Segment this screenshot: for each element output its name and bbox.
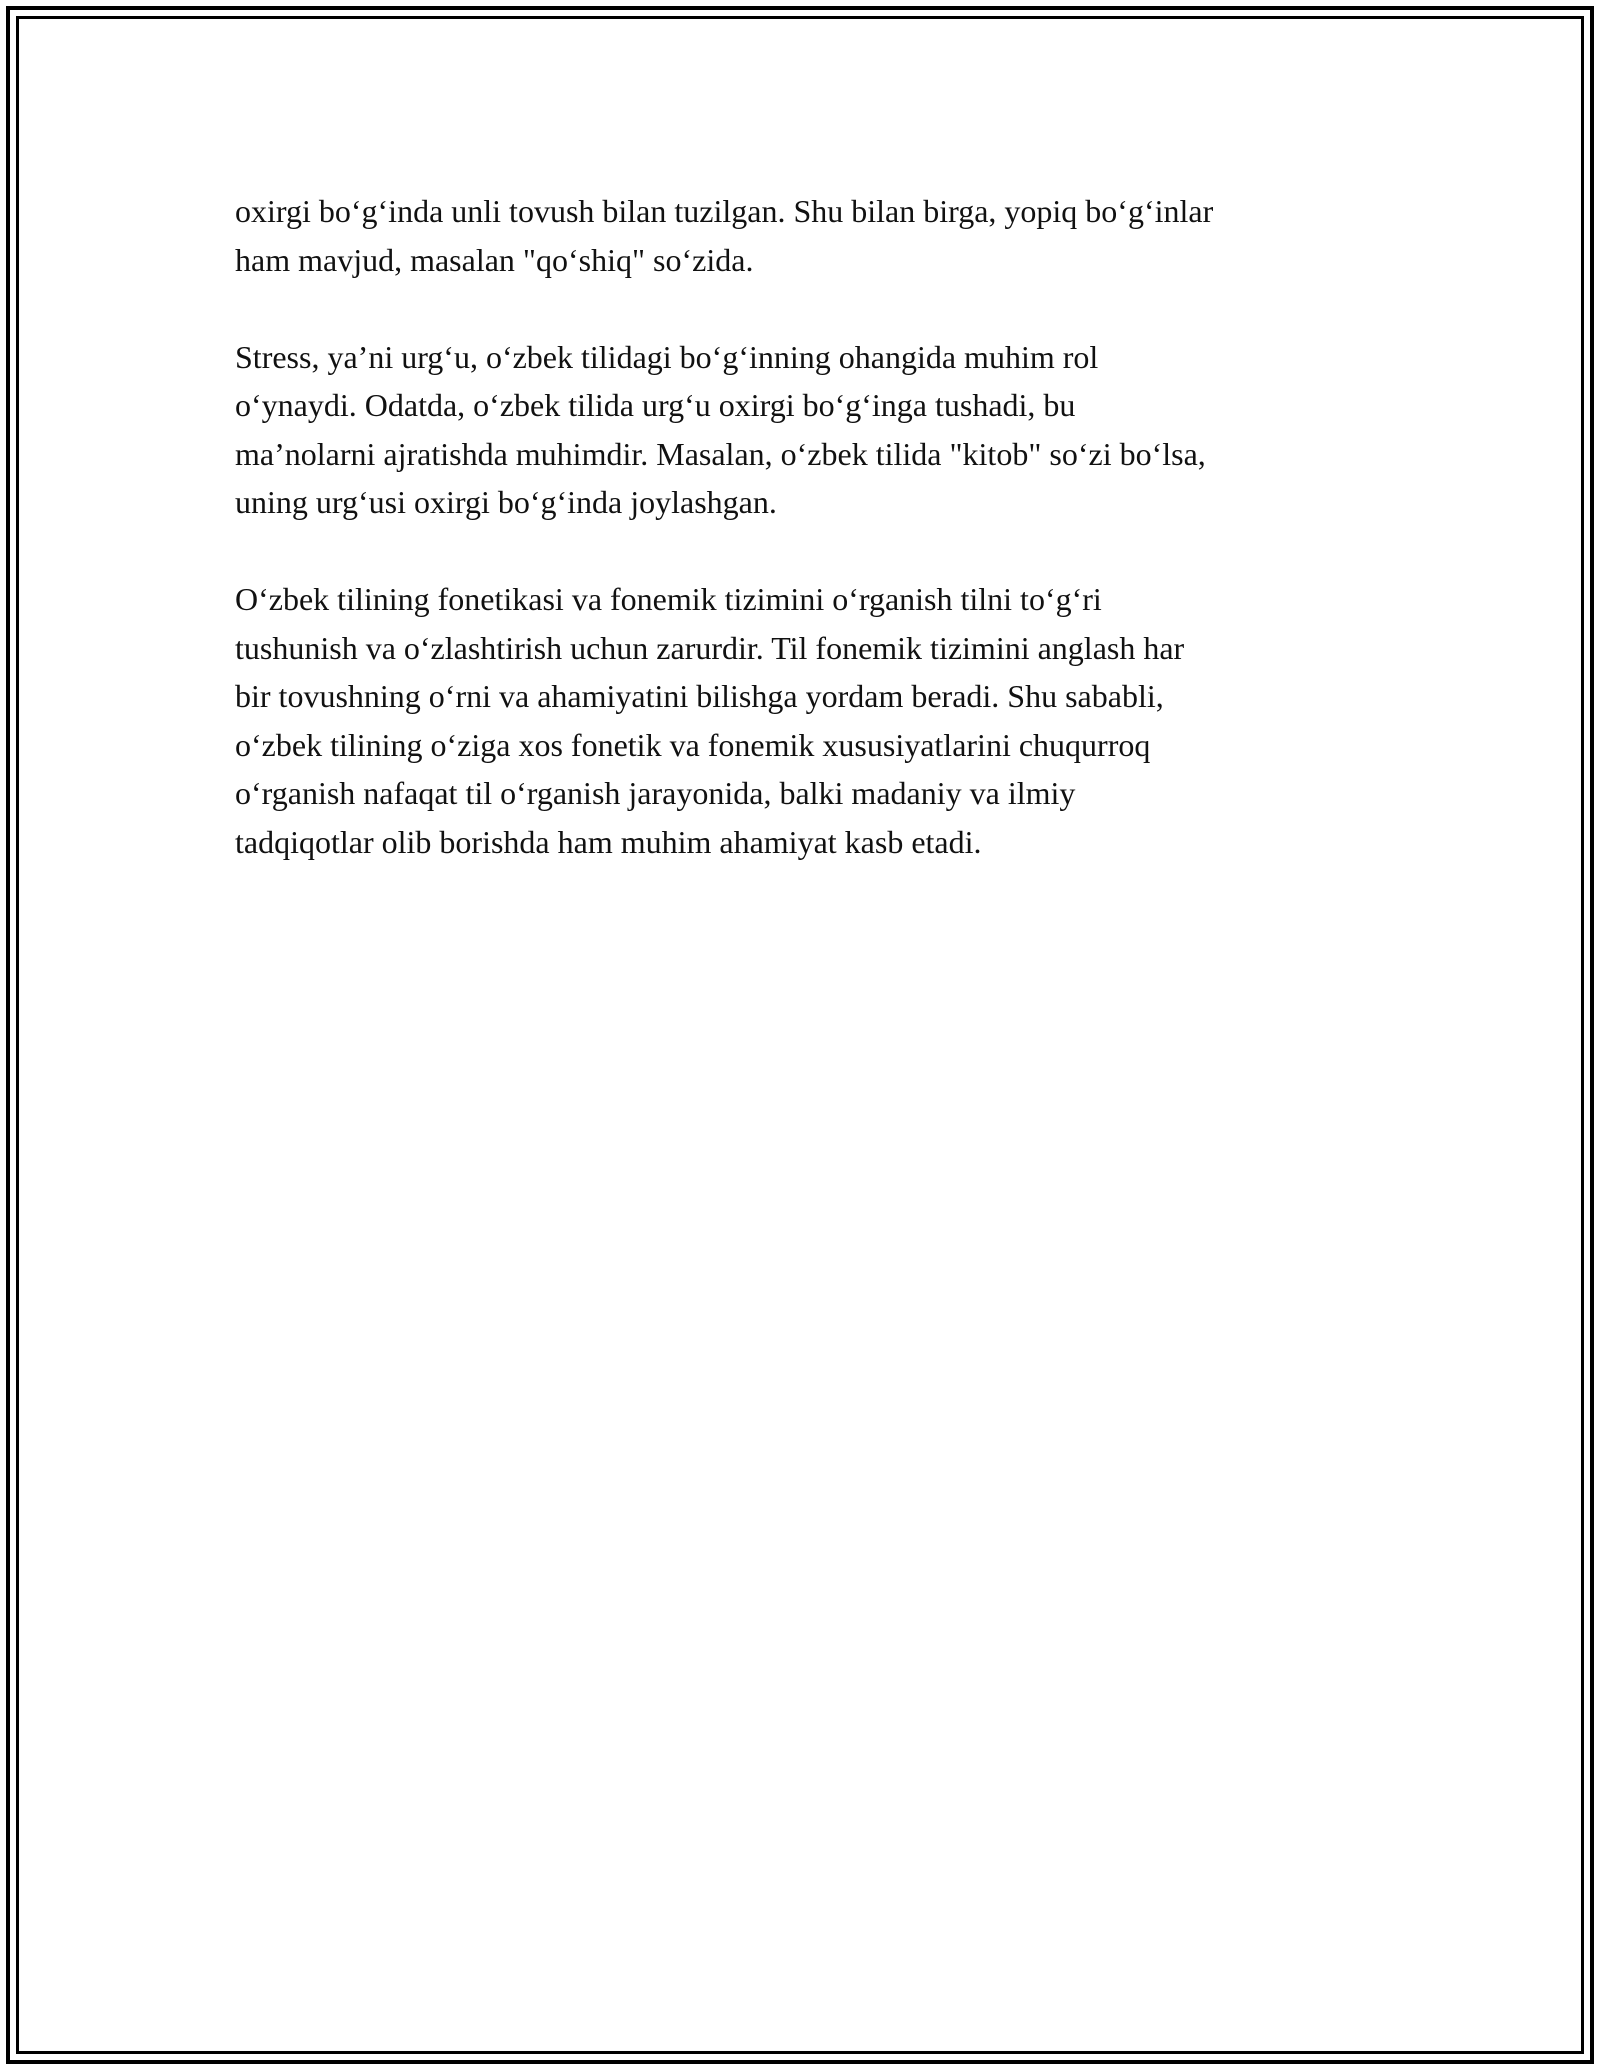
text-line: o‘rganish nafaqat til o‘rganish jarayonida, balki madaniy va ilmiy [235, 775, 1076, 811]
document-body [235, 187, 1375, 915]
text-line: bir tovushning o‘rni va ahamiyatini bilishga yordam beradi. Shu sababli, [235, 678, 1164, 714]
text-line: tadqiqotlar olib borishda ham muhim ahamiyat kasb etadi. [235, 823, 982, 860]
text-line: tushunish va o‘zlashtirish uchun zarurdir. Til fonemik tizimini anglash har [235, 629, 1185, 666]
text-line: ham mavjud, masalan "qo‘shiq" so‘zida. [235, 241, 754, 278]
paragraph [235, 575, 1375, 866]
text-line: O‘zbek tilining fonetikasi va fonemik tizimini o‘rganish tilni to‘g‘ri [235, 581, 1102, 617]
text-line: ma’nolarni ajratishda muhimdir. Masalan, o‘zbek tilida "kitob" so‘zi bo‘lsa, [235, 435, 1206, 472]
paragraph [235, 333, 1375, 527]
text-line: o‘ynaydi. Odatda, o‘zbek tilida urg‘u oxirgi bo‘g‘inga tushadi, bu [235, 387, 1076, 423]
text-line: o‘zbek tilining o‘ziga xos fonetik va fonemik xususiyatlarini chuqurroq [235, 726, 1151, 763]
text-line: oxirgi bo‘g‘inda unli tovush bilan tuzilgan. Shu bilan birga, yopiq bo‘g‘inlar [235, 193, 1214, 229]
text-line: Stress, ya’ni urg‘u, o‘zbek tilidagi bo‘g‘inning ohangida muhim rol [235, 338, 1099, 375]
text-line: uning urg‘usi oxirgi bo‘g‘inda joylashgan. [235, 484, 777, 520]
paragraph [235, 187, 1375, 284]
